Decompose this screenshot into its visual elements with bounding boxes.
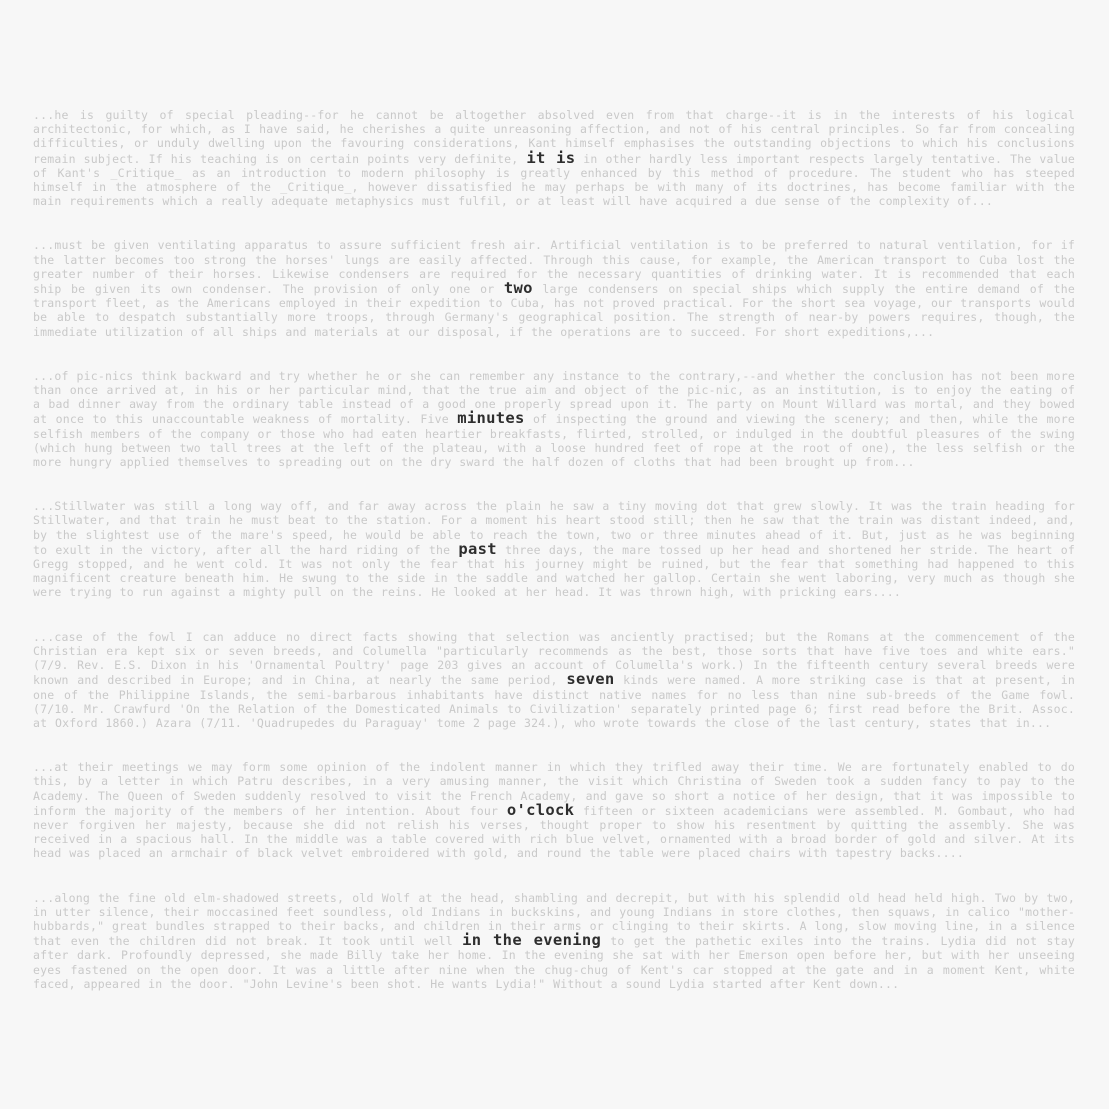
passage bbox=[33, 499, 1075, 599]
passage bbox=[33, 760, 1075, 860]
passage-text-after: fifteen or sixteen academicians were assembled. M. Gombaut, who had never forgiven her majesty, because she did not relish his verses, thought proper to show his resentment by quitting the assembly. She was received in a spacious hall. In the middle was a table covered with rich blue velvet, ornamented with a broad border of gold and silver. At its head was placed an armchair of black velvet embroidered with gold, and round the table were placed chairs with tapestry backs.... bbox=[33, 803, 1076, 861]
highlighted-phrase: o'clock bbox=[506, 800, 575, 819]
passage bbox=[33, 369, 1075, 469]
passage bbox=[33, 238, 1075, 338]
passage-text-after: to get the pathetic exiles into the trains. Lydia did not stay after dark. Profoundly depressed, she made Billy take her home. In the evening she sat with her Emerson open before her, but with her unseeing eyes fastened on the open door. It was a little after nine when the chug-chug of Kent's car stopped at the gate and in a moment Kent, white faced, appeared in the door. "John Levine's been shot. He wants Lydia!" Without a sound Lydia started after Kent down... bbox=[33, 934, 1075, 991]
highlighted-phrase: in the evening bbox=[462, 931, 602, 950]
passage-text-before: ...of pic-nics think backward and try whether he or she can remember any instance to the contrary,--and whether the conclusion has not been more than once arrived at, in his or her particular mind, that the true aim and object of the pic-nic, as an institution, is to enjoy the eating of a bad dinner away from the ordinary table instead of a good one properly spread upon it. The party on Mount Willard was mortal, and they bowed at once to this unaccountable weakness of mortality. Five bbox=[33, 368, 1075, 427]
passage bbox=[33, 630, 1075, 730]
highlighted-phrase: minutes bbox=[457, 409, 525, 428]
highlighted-phrase: two bbox=[503, 279, 533, 298]
passage-text-after: three days, the mare tossed up her head and shortened her stride. The heart of Gregg stopped, and he went cold. It was not only the fear that his journey might be ruined, but the fear that something had happened to this magnificent creature beneath him. He swung to the side in the saddle and watched her gallop. Certain she went laboring, very much as though she were trying to run against a mighty pull on the reins. He looked at her head. It was thrown high, with pricking ears.... bbox=[33, 542, 1075, 600]
passage-text-before: ...Stillwater was still a long way off, and far away across the plain he saw a tiny moving dot that grew slowly. It was the train heading for Stillwater, and that train he must beat to the station. For a moment his heart stood still; then he saw that the train was distant indeed, and, by the slightest use of the mare's speed, he would be able to reach the town, two or three minutes ahead of it. But, just as he was beginning to exult in the victory, after all the hard riding of the bbox=[33, 499, 1075, 557]
highlighted-phrase: it is bbox=[526, 148, 576, 167]
passage-text-after: in other hardly less important respects largely tentative. The value of Kant's _Critique_ as an introduction to modern philosophy is greatly enhanced by this method of procedure. The student who has steeped himself in the atmosphere of the _Critique_, however dissatisfied he may perhaps be with many of its doctrines, has become familiar with the main requirements which a really adequate metaphysics must fulfil, or at least will have acquired a due sense of the complexity of... bbox=[33, 151, 1076, 209]
passage bbox=[33, 108, 1075, 208]
passage-text-after: large condensers on special ships which supply the entire demand of the transport fleet, as the Americans employed in their expedition to Cuba, has not proved practical. For the short sea voyage, our transports would be able to despatch substantially more troops, through Germany's geographical position. The strength of near-by powers requires, though, the immediate utilization of all ships and materials at our disposal, if the operations are to succeed. For short expeditions,... bbox=[33, 282, 1075, 339]
passage-text-after: kinds were named. A more striking case is that at present, in one of the Philippine Islands, the semi-barbarous inhabitants have distinct native names for no less than nine sub-breeds of the Game fowl. (7/10. Mr. Crawfurd 'On the Relation of the Domesticated Animals to Civilization' separately printed page 6; first read before the Brit. Assoc. at Oxford 1860.) Azara (7/11. 'Quadrupedes du Paraguay' tome 2 page 324.), who wrote towards the close of the last century, states that in... bbox=[33, 673, 1075, 730]
passage-text-before: ...at their meetings we may form some opinion of the indolent manner in which they trifled away their time. We are fortunately enabled to do this, by a letter in which Patru describes, in a very amusing manner, the visit which Christina of Sweden took a sudden fancy to pay to the Academy. The Queen of Sweden suddenly resolved to visit the French Academy, and gave so short a notice of her design, that it was impossible to inform the majority of the members of her intention. About four bbox=[33, 760, 1075, 818]
highlighted-phrase: seven bbox=[566, 670, 615, 689]
passage-text-after: of inspecting the ground and viewing the scenery; and then, while the more selfish members of the company or those who had eaten heartier breakfasts, flirted, strolled, or indulged in the doubtful pleasures of the swing (which hung between two tall trees at the left of the plateau, with a loose hundred feet of rope at the root of one), the less selfish or the more hungry applied themselves to spreading out on the dry sward the half dozen of cloths that had been brought up from... bbox=[33, 412, 1075, 470]
passage-text-before: ...must be given ventilating apparatus to assure sufficient fresh air. Artificial ventilation is to be preferred to natural ventilation, for if the latter becomes too strong the horses' lungs are easily affected. Through this cause, for example, the American transport to Cuba lost the greater number of their horses. Likewise condensers are required for the necessary quantities of drinking water. It is recommended that each ship be given its own condenser. The provision of only one or bbox=[33, 238, 1075, 297]
highlighted-phrase: past bbox=[458, 539, 497, 558]
passage-text-before: ...along the fine old elm-shadowed streets, old Wolf at the head, shambling and decrepit, but with his splendid old head held high. Two by two, in utter silence, their moccasined feet soundless, old Indians in buckskins, and young Indians in store clothes, then squaws, in calico "mother-hubbards," great bundles strapped to their backs, and children in their arms or clinging to their skirts. A long, slow moving line, in a silence that even the children did not break. It took until well bbox=[33, 890, 1075, 949]
passage bbox=[33, 891, 1075, 991]
passage-text-before: ...case of the fowl I can adduce no direct facts showing that selection was anciently practised; but the Romans at the commencement of the Christian era kept six or seven breeds, and Columella "particularly recommends as the best, those sorts that have five toes and white ears." (7/9. Rev. E.S. Dixon in his 'Ornamental Poultry' page 203 gives an account of Columella's work.) In the fifteenth century several breeds were known and described in Europe; and in China, at nearly the same period, bbox=[33, 629, 1075, 688]
passage-text-before: ...he is guilty of special pleading--for he cannot be altogether absolved even from that charge--it is in the interests of his logical architectonic, for which, as I have said, he cherishes a quite unreasoning affection, and not of his central principles. So far from concealing difficulties, or unduly dwelling upon the favouring considerations, Kant himself emphasises the outstanding objections to which his conclusions remain subject. If his teaching is on certain points very definite, bbox=[33, 108, 1075, 166]
